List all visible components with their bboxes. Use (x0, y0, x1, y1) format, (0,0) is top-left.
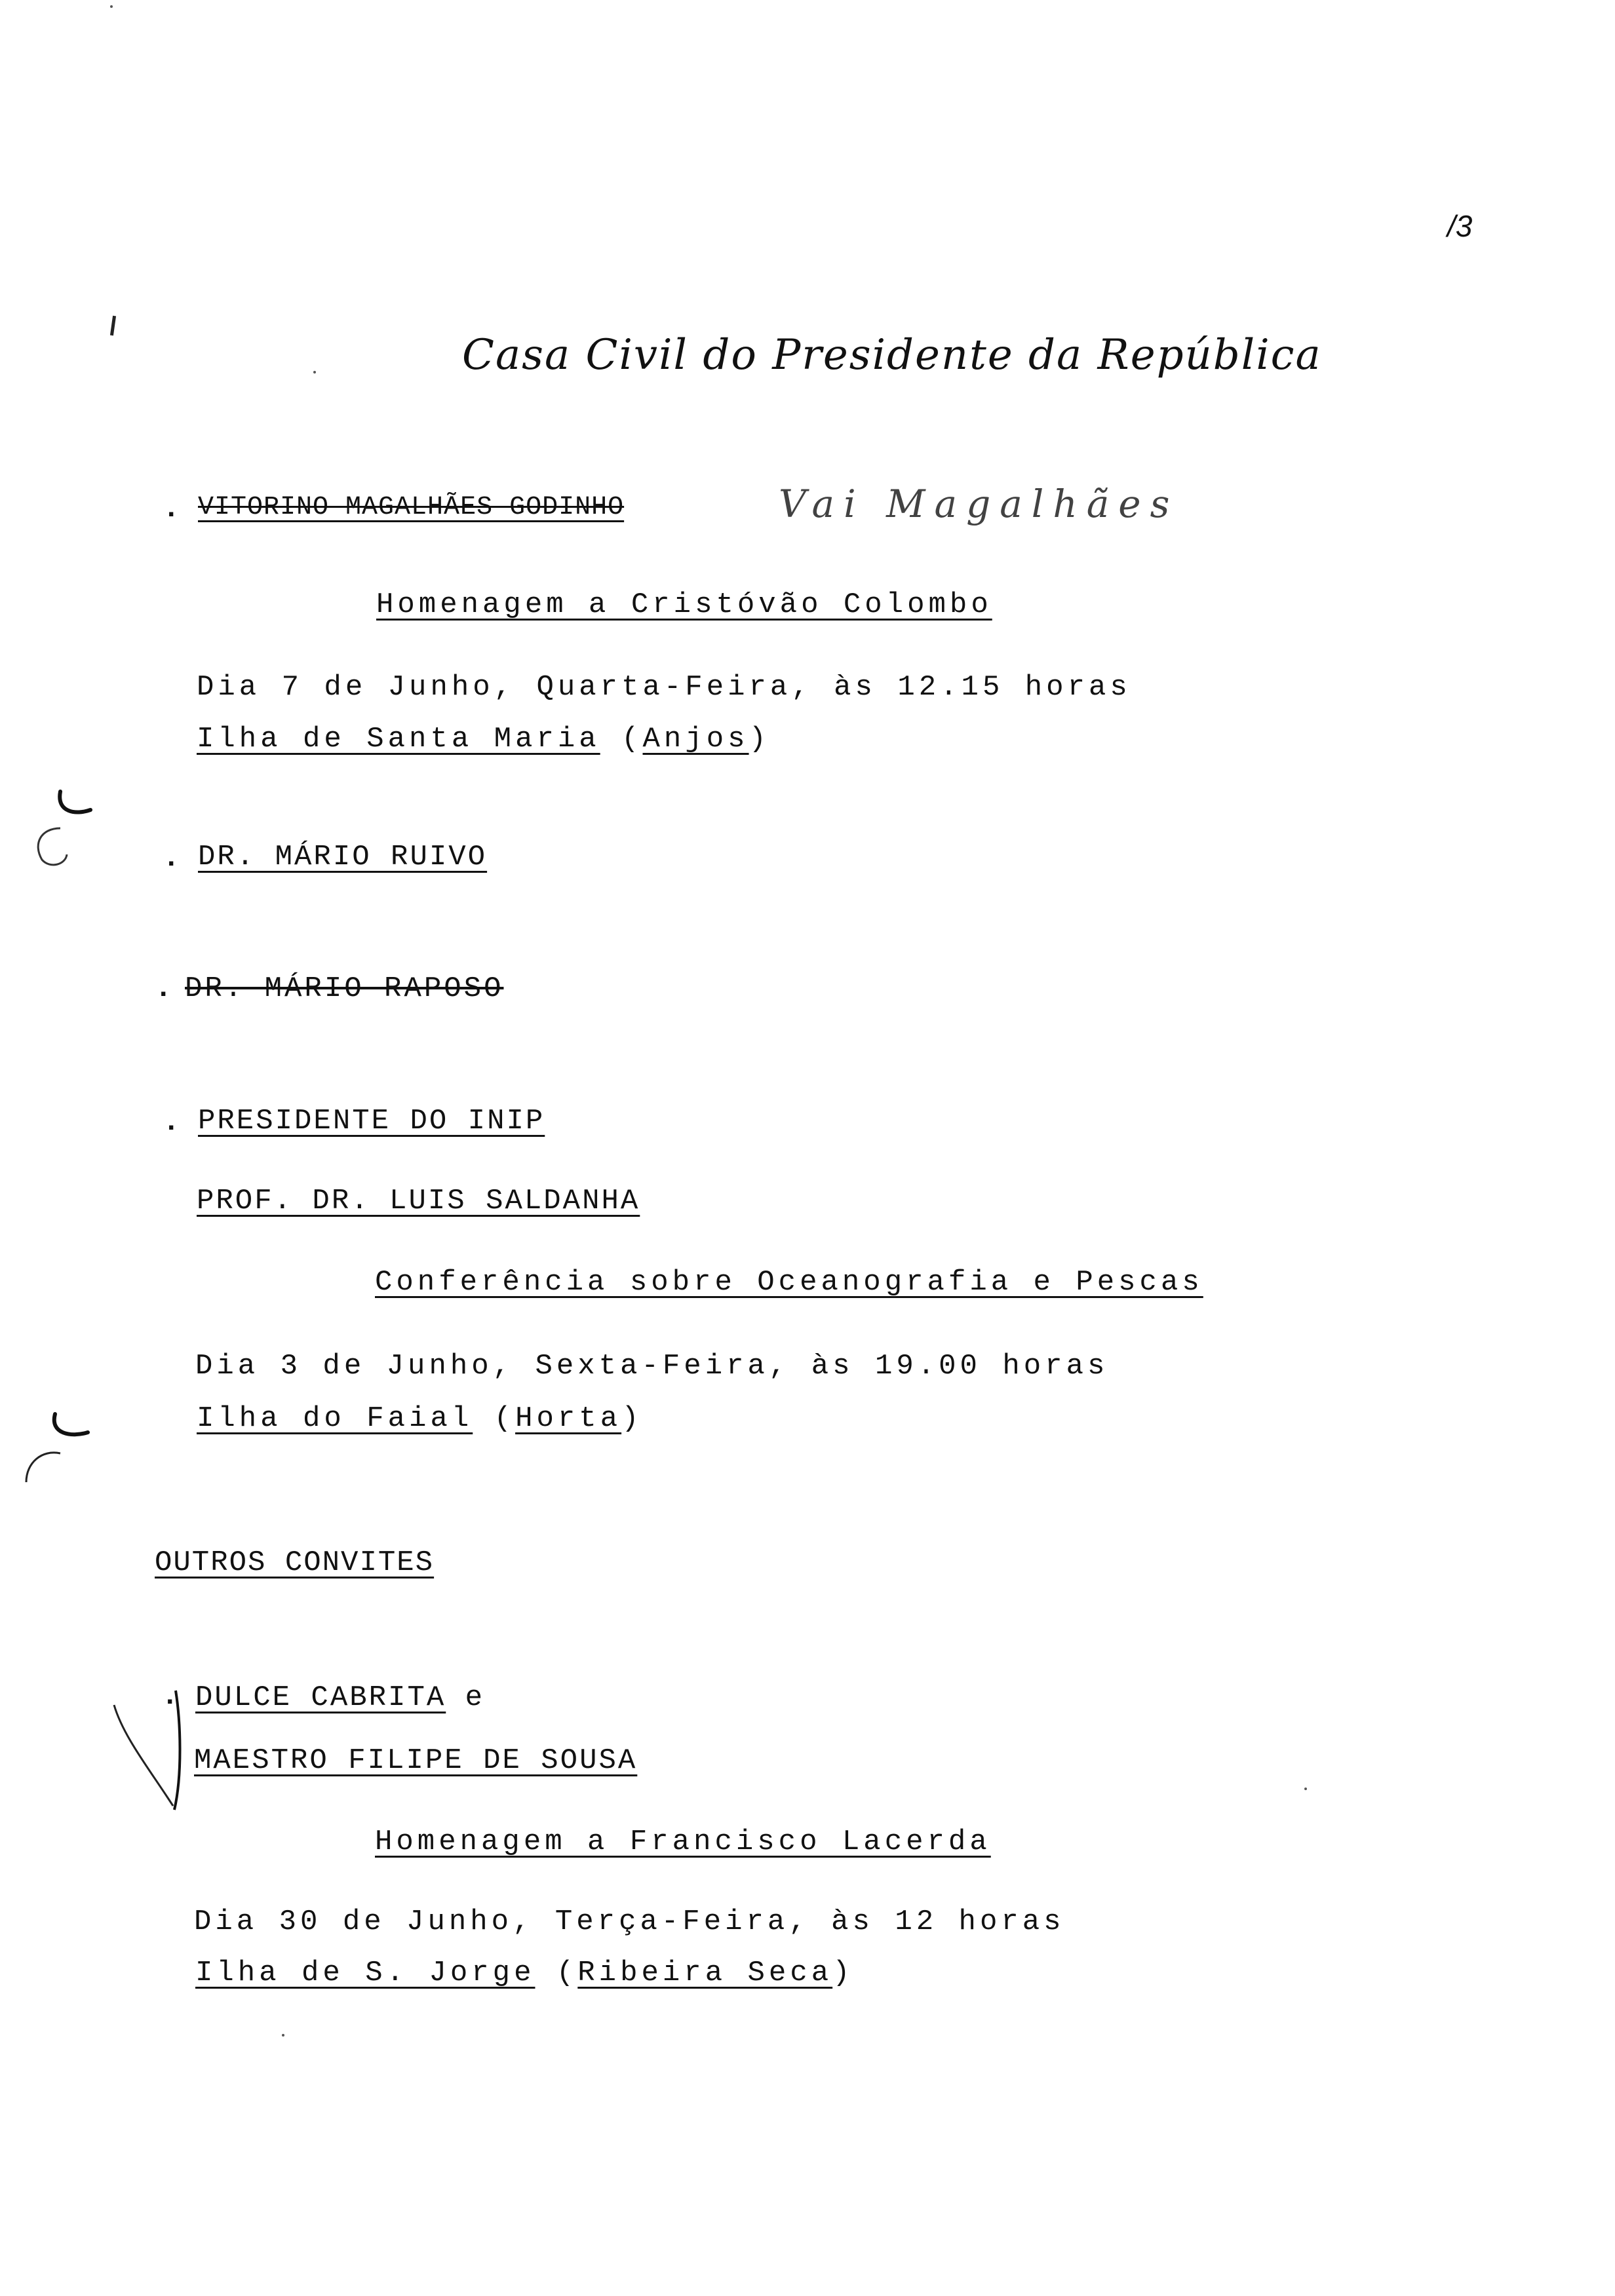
bullet: . (163, 842, 180, 875)
place-island: Ilha de Santa Maria (197, 723, 600, 756)
speck (282, 2034, 284, 2037)
event-date: Dia 7 de Junho, Quarta-Feira, às 12.15 horas (197, 671, 1131, 704)
open-paren: ( (556, 1957, 578, 1989)
invitee-name: DR. MÁRIO RUIVO (198, 841, 488, 873)
speck (313, 371, 316, 373)
letterhead: Casa Civil do Presidente da República (462, 331, 1322, 379)
close-paren: ) (749, 723, 770, 756)
place-island: Ilha de S. Jorge (195, 1957, 535, 1989)
page-number: /3 (1447, 209, 1473, 243)
invitee-name-struck: VITORINO MAGALHÃES GODINHO (198, 493, 625, 522)
event-place (197, 723, 770, 756)
place-island: Ilha do Faial (197, 1402, 473, 1435)
event-date: Dia 30 de Junho, Terça-Feira, às 12 horas (194, 1905, 1065, 1938)
handwritten-note: Vai Magalhães (779, 482, 1179, 526)
invitee-name: PRESIDENTE DO INIP (198, 1105, 545, 1138)
section-heading: OUTROS CONVITES (155, 1546, 435, 1579)
speck (1304, 1788, 1307, 1790)
speck (110, 5, 113, 8)
event-title: Homenagem a Francisco Lacerda (375, 1826, 991, 1858)
place-local: Anjos (642, 723, 749, 756)
close-paren: ) (621, 1402, 643, 1435)
bullet: . (155, 972, 172, 1005)
bullet: . (163, 493, 180, 526)
open-paren: ( (621, 723, 643, 756)
check-mark (16, 1409, 94, 1494)
conjunction: e (465, 1681, 485, 1714)
place-local: Ribeira Seca (577, 1957, 833, 1989)
event-place (195, 1957, 854, 1989)
bullet: . (161, 1680, 179, 1713)
event-date: Dia 3 de Junho, Sexta-Feira, às 19.00 horas (195, 1350, 1109, 1383)
invitee-line (195, 1681, 484, 1714)
bullet: . (163, 1106, 180, 1139)
open-paren: ( (494, 1402, 516, 1435)
close-paren: ) (832, 1957, 854, 1989)
invitee-name-2: MAESTRO FILIPE DE SOUSA (194, 1744, 638, 1777)
check-mark (20, 786, 98, 878)
invitee-name-struck: DR. MÁRIO RAPOSO (185, 972, 504, 1005)
event-title: Homenagem a Cristóvão Colombo (376, 588, 992, 621)
invitee-name: DULCE CABRITA (195, 1681, 446, 1714)
place-local: Horta (515, 1402, 622, 1435)
invitee-name-2: PROF. DR. LUIS SALDANHA (197, 1185, 640, 1217)
stray-mark (110, 316, 116, 335)
event-title: Conferência sobre Oceanografia e Pescas (375, 1266, 1203, 1299)
event-place (197, 1402, 643, 1435)
